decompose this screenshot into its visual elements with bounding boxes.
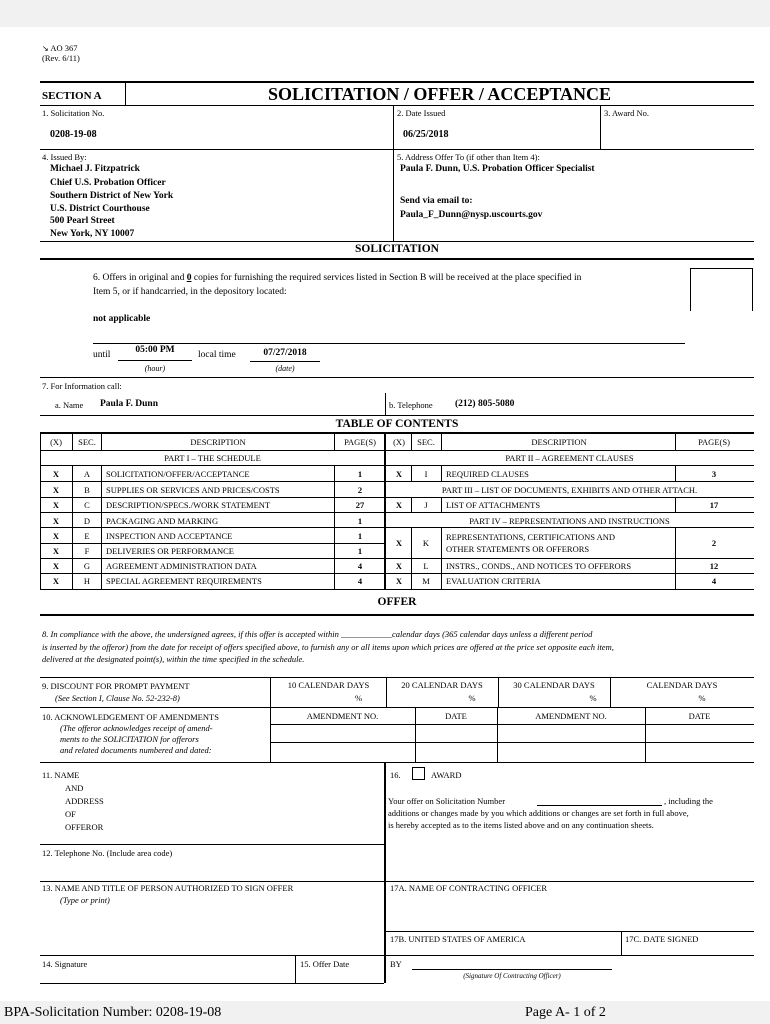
toc-check: X	[52, 485, 60, 495]
rule	[40, 415, 754, 416]
toc-desc: DESCRIPTION/SPECS./WORK STATEMENT	[106, 500, 271, 510]
award-label: AWARD	[431, 770, 462, 780]
toc-col-x: (X)	[393, 437, 405, 447]
item15-label: 15. Offer Date	[300, 959, 350, 969]
toc-check: X	[395, 538, 403, 548]
discount-10-pct: %	[354, 693, 363, 703]
rule	[101, 465, 102, 589]
contact-name: Paula F. Dunn	[100, 399, 158, 409]
toc-check: X	[395, 561, 403, 571]
amendment-no-header: AMENDMENT NO.	[306, 711, 379, 721]
toc-desc: REPRESENTATIONS, CERTIFICATIONS AND	[446, 532, 616, 542]
amendment-date-header: DATE	[445, 711, 467, 721]
form-revision: (Rev. 6/11)	[42, 53, 80, 63]
rule	[393, 149, 394, 241]
toc-pages: 27	[355, 500, 365, 510]
email-address: Paula_F_Dunn@nysp.uscourts.gov	[400, 210, 543, 220]
rule	[270, 724, 754, 725]
toc-check: X	[52, 500, 60, 510]
toc-sec: B	[84, 485, 90, 495]
issued-by-line: Michael J. Fitzpatrick	[50, 164, 140, 174]
rule	[384, 955, 386, 983]
item11-label: AND	[65, 783, 84, 793]
item17a-label: 17A. NAME OF CONTRACTING OFFICER	[390, 883, 548, 893]
address-offer-name: Paula F. Dunn, U.S. Probation Officer Specialist	[400, 164, 595, 174]
rule	[675, 465, 676, 481]
toc-part-4: PART IV – REPRESENTATIONS AND INSTRUCTIONS	[469, 516, 670, 526]
toc-check: X	[395, 576, 403, 586]
rule	[675, 527, 676, 589]
issued-by-line: Chief U.S. Probation Officer	[50, 178, 166, 188]
award-text: , including the	[664, 796, 713, 806]
pen-icon: ↘	[42, 44, 49, 53]
solicitation-no-label: 1. Solicitation No.	[42, 108, 105, 118]
rule	[384, 762, 386, 955]
item17c-label: 17C. DATE SIGNED	[625, 934, 699, 944]
rule	[690, 268, 691, 311]
section-label: SECTION A	[42, 90, 102, 102]
toc-desc: SOLICITATION/OFFER/ACCEPTANCE	[106, 469, 250, 479]
item11-label: OFFEROR	[65, 822, 104, 832]
footer-solicitation-number: BPA-Solicitation Number: 0208-19-08	[4, 1005, 222, 1020]
rule	[72, 465, 73, 589]
rule	[385, 512, 754, 513]
date-issued: 06/25/2018	[403, 129, 449, 140]
toc-part-1: PART I – THE SCHEDULE	[164, 453, 261, 463]
top-bar	[0, 0, 770, 27]
rule	[441, 527, 442, 589]
discount-20-pct: %	[468, 693, 476, 703]
toc-check: X	[395, 469, 403, 479]
deadline-hour: 05:00 PM	[135, 345, 175, 355]
discount-other-pct: %	[698, 693, 706, 703]
toc-pages: 4	[357, 576, 363, 586]
item17b-label: 17B. UNITED STATES OF AMERICA	[390, 934, 526, 944]
name-label: a. Name	[55, 400, 84, 410]
rule	[411, 527, 412, 589]
toc-check: X	[395, 500, 403, 510]
toc-desc: SUPPLIES OR SERVICES AND PRICES/COSTS	[106, 485, 280, 495]
toc-desc: DELIVERIES OR PERFORMANCE	[106, 546, 234, 556]
toc-pages: 4	[711, 576, 717, 586]
footer-page-number: Page A- 1 of 2	[525, 1005, 606, 1020]
rule	[384, 931, 754, 932]
toc-pages: 12	[709, 561, 719, 571]
rule	[40, 432, 41, 589]
rule	[40, 881, 754, 882]
award-checkbox[interactable]	[412, 767, 425, 780]
rule	[40, 589, 754, 590]
rule	[752, 268, 753, 311]
toc-desc: INSTRS., CONDS., AND NOTICES TO OFFERORS	[446, 561, 632, 571]
rule	[40, 149, 754, 150]
contact-telephone: (212) 805-5080	[455, 399, 515, 409]
rule	[690, 268, 752, 269]
rule	[101, 432, 102, 450]
rule	[295, 955, 296, 983]
rule	[411, 432, 412, 450]
item10-sub: and related documents numbered and dated:	[60, 745, 212, 755]
toc-sec: J	[424, 500, 428, 510]
rule	[40, 105, 754, 106]
award-text: Your offer on Solicitation Number	[388, 796, 506, 806]
toc-pages: 1	[357, 546, 363, 556]
issued-by-label: 4. Issued By:	[42, 152, 87, 162]
toc-sec: E	[84, 531, 90, 541]
issued-by-line: 500 Pearl Street	[50, 216, 115, 226]
toc-pages: 1	[357, 469, 363, 479]
issued-by-line: U.S. District Courthouse	[50, 204, 150, 214]
toc-desc: SPECIAL AGREEMENT REQUIREMENTS	[106, 576, 262, 586]
by-label: BY	[390, 959, 402, 969]
rule	[411, 497, 412, 512]
signature-caption: (Signature Of Contracting Officer)	[463, 972, 561, 980]
date-issued-label: 2. Date Issued	[397, 108, 446, 118]
toc-check: X	[52, 561, 60, 571]
toc-sec: G	[83, 561, 91, 571]
rule	[40, 844, 384, 845]
item11-label: 11. NAME	[42, 770, 80, 780]
signature-line	[412, 969, 612, 970]
toc-pages: 1	[357, 516, 363, 526]
rule	[40, 432, 754, 434]
rule	[40, 707, 754, 708]
rule	[334, 465, 335, 589]
toc-col-pages: PAGE(S)	[698, 437, 730, 447]
rule	[40, 465, 754, 466]
toc-desc: PACKAGING AND MARKING	[106, 516, 219, 526]
toc-col-sec: SEC.	[78, 437, 96, 447]
rule	[675, 432, 676, 450]
solicitation-heading: SOLICITATION	[355, 243, 439, 255]
toc-col-sec: SEC.	[417, 437, 435, 447]
address-offer-label: 5. Address Offer To (if other than Item 4):	[397, 152, 540, 162]
toc-desc: INSPECTION AND ACCEPTANCE	[106, 531, 233, 541]
toc-col-desc: DESCRIPTION	[531, 437, 587, 447]
form-title: SOLICITATION / OFFER / ACCEPTANCE	[267, 84, 612, 104]
date-caption: (date)	[275, 364, 295, 373]
rule	[675, 497, 676, 512]
toc-part-2: PART II – AGREEMENT CLAUSES	[505, 453, 634, 463]
amendment-date-header: DATE	[688, 711, 711, 721]
toc-desc: EVALUATION CRITERIA	[446, 576, 541, 586]
send-via-label: Send via email to:	[400, 196, 473, 206]
item14-label: 14. Signature	[42, 959, 88, 969]
toc-sec: F	[84, 546, 90, 556]
toc-sec: L	[423, 561, 429, 571]
rule	[411, 465, 412, 481]
award-no-label: 3. Award No.	[604, 108, 650, 118]
item16-label: 16.	[390, 770, 401, 780]
item10-label: 10. ACKNOWLEDGEMENT OF AMENDMENTS	[42, 712, 219, 722]
toc-col-pages: PAGE(S)	[344, 437, 376, 447]
item10-sub: ments to the SOLICITATION for offerors	[60, 734, 199, 744]
discount-30-days: 30 CALENDAR DAYS	[513, 680, 595, 690]
rule	[93, 343, 685, 344]
rule	[441, 465, 442, 481]
depository-location: not applicable	[93, 314, 151, 324]
rule	[385, 481, 754, 482]
toc-desc: REQUIRED CLAUSES	[446, 469, 529, 479]
item8-line1: 8. In compliance with the above, the undersigned agrees, if this offer is accepted within ____________calendar days (365 calendar days unless a different period	[42, 629, 593, 639]
rule	[40, 241, 754, 242]
item6-line2: Item 5, or if handcarried, in the depository located:	[93, 287, 287, 297]
rule	[384, 432, 386, 589]
toc-part-3: PART III – LIST OF DOCUMENTS, EXHIBITS AND OTHER ATTACH.	[441, 485, 698, 495]
solicitation-no: 0208-19-08	[50, 129, 97, 140]
toc-sec: C	[84, 500, 90, 510]
toc-check: X	[52, 469, 60, 479]
rule	[40, 258, 754, 260]
item9-sub: (See Section I, Clause No. 52-232-8)	[55, 693, 180, 703]
toc-pages: 1	[357, 531, 363, 541]
item8-line2: is inserted by the offeror) from the date for receipt of offers specified above, to furnish any or all items upon which prices are offered at the price set opposite each item,	[42, 642, 614, 652]
toc-sec: H	[83, 576, 91, 586]
rule	[385, 393, 386, 415]
rule	[40, 450, 754, 451]
rule	[40, 955, 754, 956]
rule	[393, 105, 394, 149]
rule	[40, 81, 754, 83]
rule	[40, 377, 754, 378]
toc-check: X	[52, 576, 60, 586]
toc-sec: M	[422, 576, 430, 586]
toc-sec: D	[83, 516, 91, 526]
info-call-label: 7. For Information call:	[42, 381, 122, 391]
item10-sub: (The offeror acknowledges receipt of amend-	[60, 723, 213, 733]
amendment-no-header: AMENDMENT NO.	[535, 711, 607, 721]
rule	[537, 805, 662, 806]
hour-caption: (hour)	[144, 364, 166, 373]
item11-label: OF	[65, 809, 76, 819]
toc-desc: OTHER STATEMENTS OR OFFERORS	[446, 544, 590, 554]
rule	[118, 360, 192, 361]
toc-desc: LIST OF ATTACHMENTS	[446, 500, 541, 510]
rule	[250, 361, 320, 362]
rule	[621, 931, 622, 955]
telephone-label: b. Telephone	[389, 400, 433, 410]
discount-20-days: 20 CALENDAR DAYS	[401, 680, 483, 690]
discount-30-pct: %	[589, 693, 597, 703]
toc-col-x: (X)	[50, 437, 62, 447]
item13-sub: (Type or print)	[60, 895, 110, 905]
toc-pages: 2	[357, 485, 363, 495]
toc-check: X	[52, 531, 60, 541]
rule	[40, 762, 754, 763]
item8-line3: delivered at the designated point(s), within the time specified in the schedule.	[42, 654, 305, 664]
rule	[270, 742, 754, 743]
toc-pages: 17	[709, 500, 719, 510]
local-time-label: local time	[198, 350, 236, 360]
toc-pages: 3	[711, 469, 717, 479]
rule	[40, 677, 754, 678]
item12-label: 12. Telephone No. (Include area code)	[42, 848, 173, 858]
rule	[40, 614, 754, 616]
toc-pages: 4	[357, 561, 363, 571]
issued-by-line: Southern District of New York	[50, 191, 174, 201]
rule	[600, 105, 601, 149]
toc-desc: AGREEMENT ADMINISTRATION DATA	[106, 561, 257, 571]
award-text: additions or changes made by you which additions or changes are set forth in full above,	[388, 808, 689, 818]
rule	[441, 432, 442, 450]
form-id: ↘ AO 367	[42, 43, 78, 53]
item11-label: ADDRESS	[65, 796, 104, 806]
rule	[40, 983, 384, 984]
copies-count: 0	[186, 273, 192, 283]
toc-sec: A	[83, 469, 91, 479]
offer-heading: OFFER	[377, 596, 417, 608]
toc-check: X	[52, 546, 60, 556]
toc-sec: K	[422, 538, 430, 548]
toc-col-desc: DESCRIPTION	[190, 437, 246, 447]
until-label: until	[93, 350, 111, 360]
discount-10-days: 10 CALENDAR DAYS	[287, 680, 370, 690]
toc-heading: TABLE OF CONTENTS	[335, 418, 459, 430]
item9-label: 9. DISCOUNT FOR PROMPT PAYMENT	[42, 681, 190, 691]
deadline-date: 07/27/2018	[263, 348, 307, 358]
rule	[334, 432, 335, 450]
rule	[441, 497, 442, 512]
discount-other-days: CALENDAR DAYS	[646, 680, 718, 690]
toc-check: X	[52, 516, 60, 526]
item6-line1: 6. Offers in original and 0 copies for furnishing the required services listed in Section B will be received at the place specified in	[93, 273, 582, 283]
issued-by-line: New York, NY 10007	[50, 229, 135, 239]
toc-sec: I	[424, 469, 428, 479]
rule	[72, 432, 73, 450]
award-text: is hereby accepted as to the items listed above and on any continuation sheets.	[388, 820, 654, 830]
toc-pages: 2	[711, 538, 717, 548]
item13-label: 13. NAME AND TITLE OF PERSON AUTHORIZED TO SIGN OFFER	[42, 883, 294, 893]
